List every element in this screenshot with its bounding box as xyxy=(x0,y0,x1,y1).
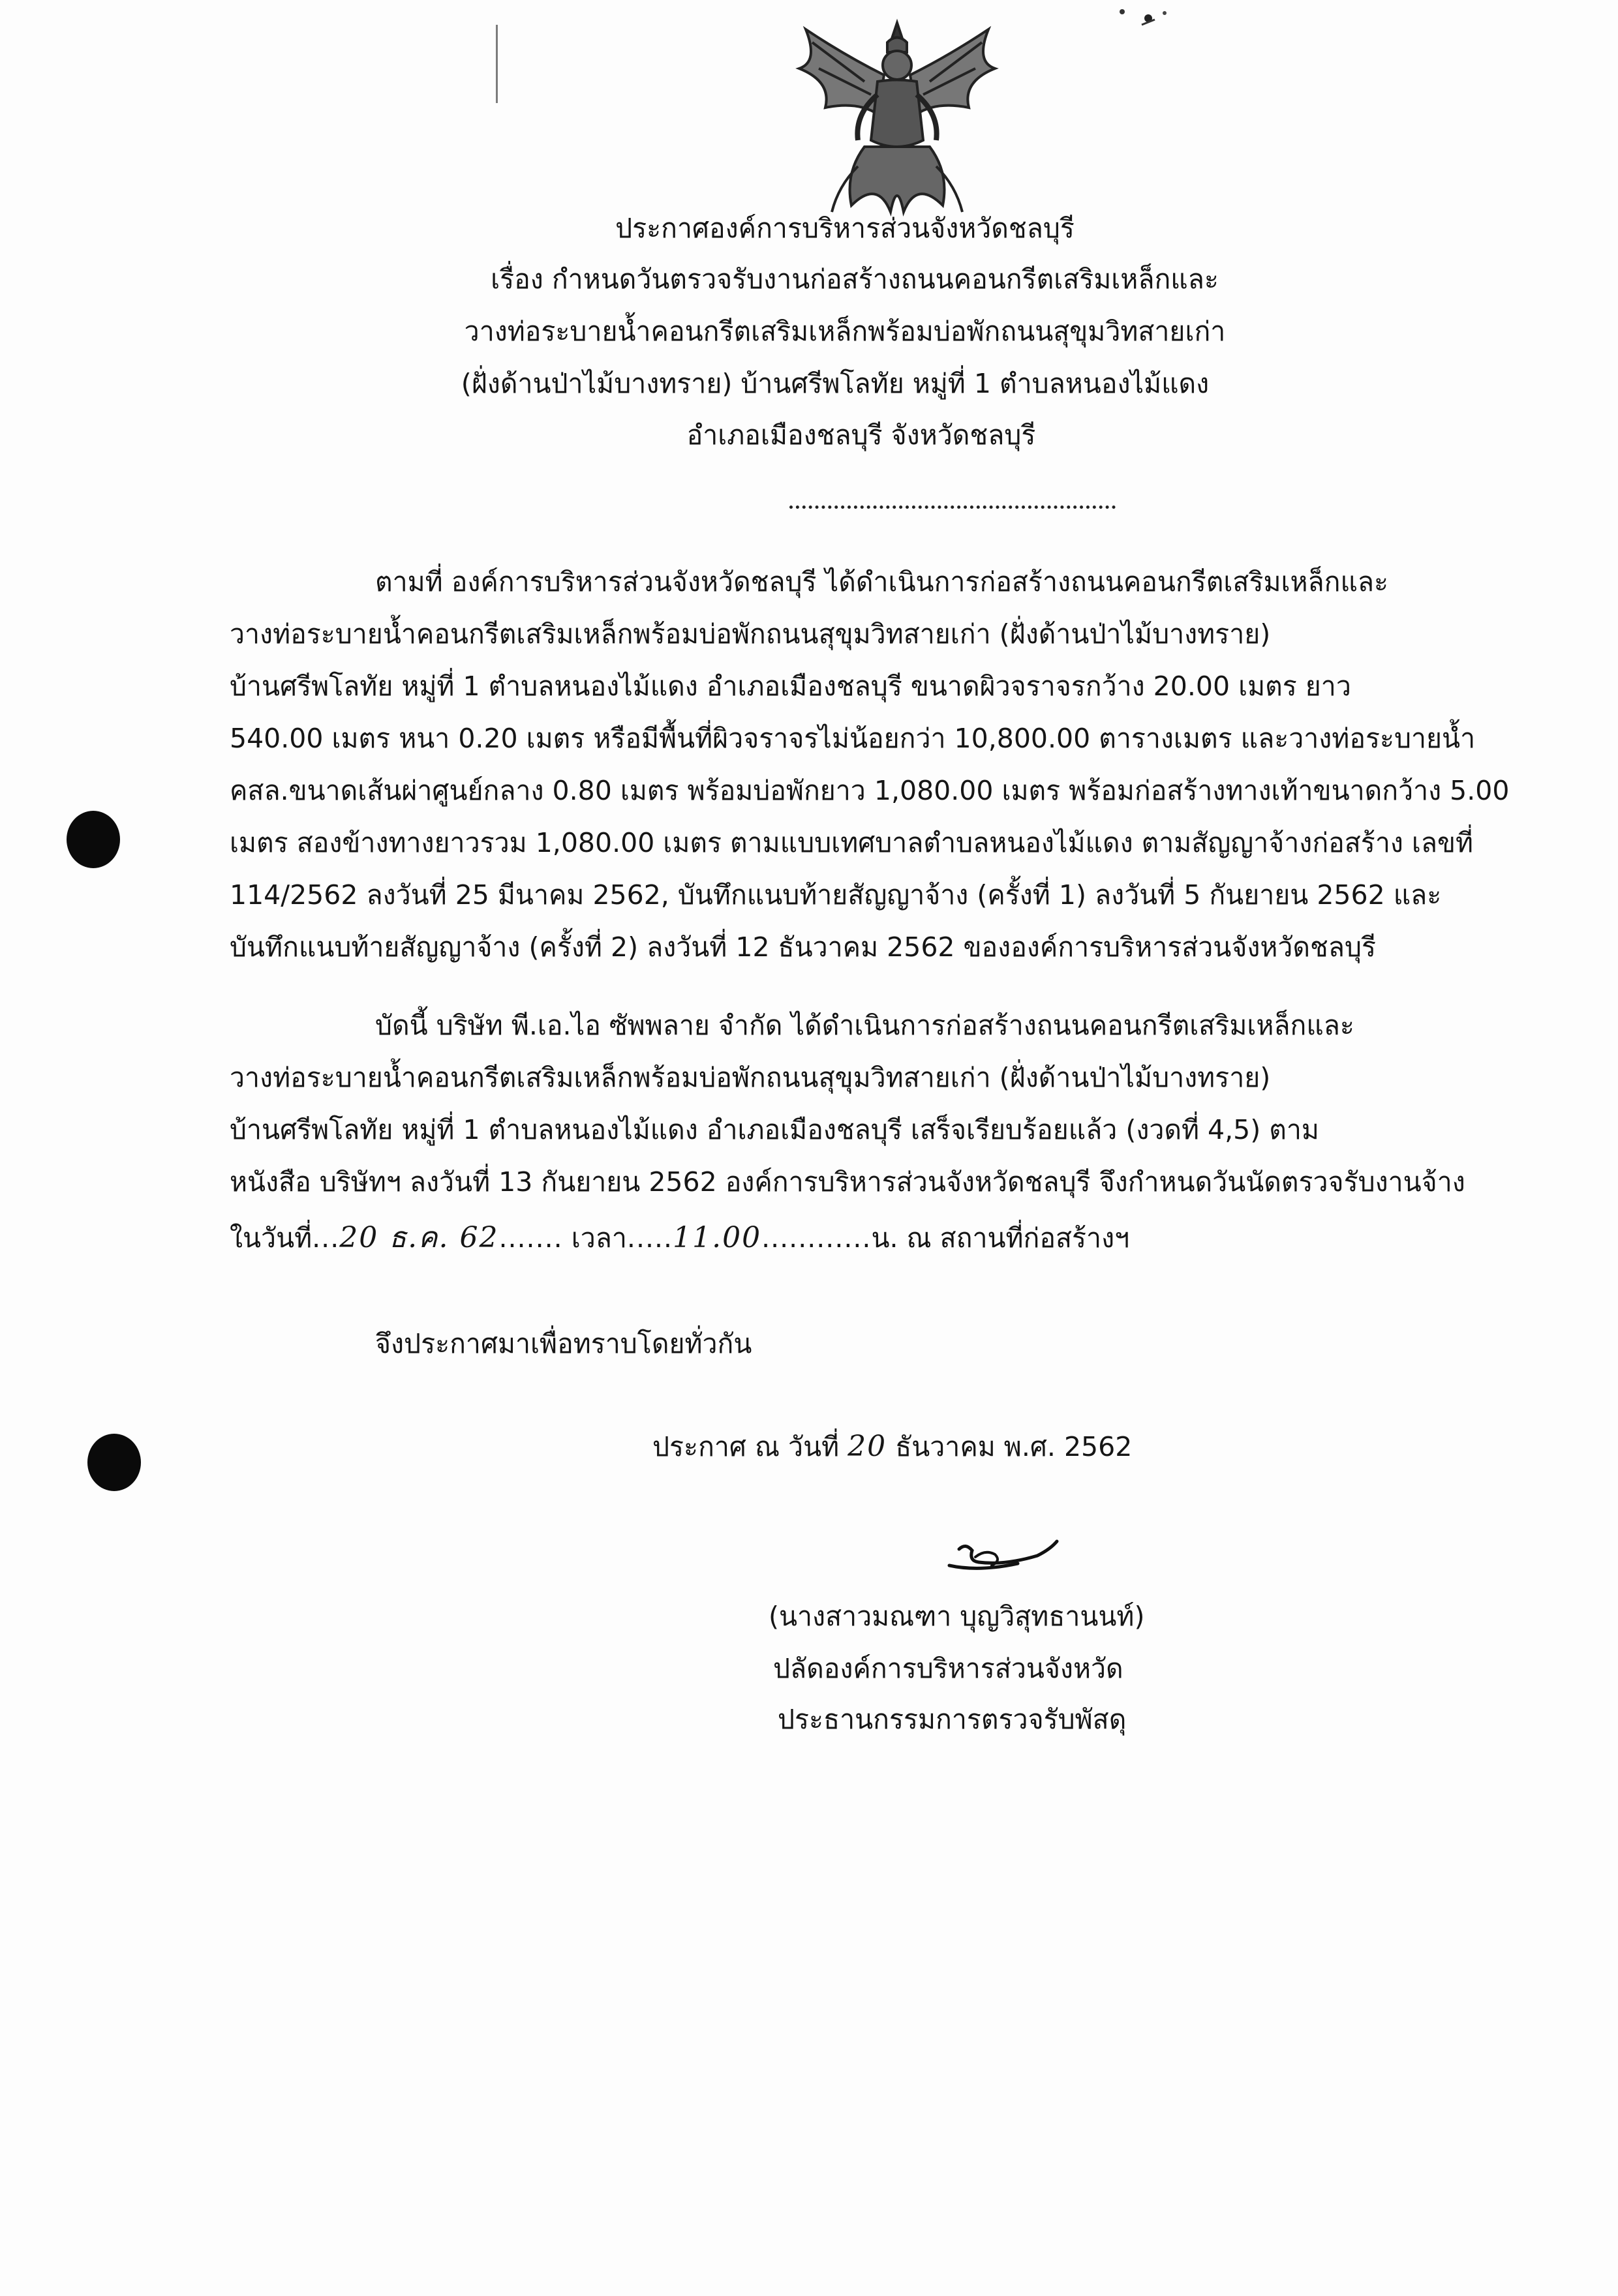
dotted-fill: ....... xyxy=(498,1222,563,1254)
punch-hole xyxy=(67,811,120,868)
paragraph-line: 540.00 เมตร หนา 0.20 เมตร หรือมีพื้นที่ผิวจราจรไม่น้อยกว่า 10,800.00 ตารางเมตร และวางท่อระบายน้ำ xyxy=(230,723,1476,754)
handwritten-signature-icon xyxy=(939,1530,1070,1582)
paragraph-line: หนังสือ บริษัทฯ ลงวันที่ 13 กันยายน 2562 องค์การบริหารส่วนจังหวัดชลบุรี จึงกำหนดวันนัดตรวจรับงานจ้าง xyxy=(230,1166,1465,1198)
paragraph-line: คสล.ขนาดเส้นผ่าศูนย์กลาง 0.80 เมตร พร้อมบ่อพักยาว 1,080.00 เมตร พร้อมก่อสร้างทางเท้าขนาดกว้าง 5.00 xyxy=(230,775,1510,806)
dotted-fill: ... xyxy=(312,1222,340,1254)
paragraph-line: 114/2562 ลงวันที่ 25 มีนาคม 2562, บันทึกแนบท้ายสัญญาจ้าง (ครั้งที่ 1) ลงวันที่ 5 กันยายน 2562 และ xyxy=(230,879,1442,911)
paragraph-line: วางท่อระบายน้ำคอนกรีตเสริมเหล็กพร้อมบ่อพักถนนสุขุมวิทสายเก่า (ฝั่งด้านป่าไม้บางทราย) xyxy=(230,618,1271,650)
paragraph-line: วางท่อระบายน้ำคอนกรีตเสริมเหล็กพร้อมบ่อพักถนนสุขุมวิทสายเก่า (ฝั่งด้านป่าไม้บางทราย) xyxy=(230,1062,1271,1093)
inspection-date-handwritten: 20 ธ.ค. 62 xyxy=(339,1221,499,1254)
announcement-date xyxy=(652,1427,1132,1466)
announce-day-handwritten: 20 xyxy=(847,1430,887,1463)
inspection-time-label: เวลา xyxy=(571,1222,627,1254)
subject-line-3: (ฝั่งด้านป่าไม้บางทราย) บ้านศรีพโลทัย หมู่ที่ 1 ตำบลหนองไม้แดง xyxy=(461,368,1210,399)
announcement-title: ประกาศองค์การบริหารส่วนจังหวัดชลบุรี xyxy=(615,213,1075,244)
closing-statement: จึงประกาศมาเพื่อทราบโดยทั่วกัน xyxy=(375,1328,752,1359)
subject-line-1: เรื่อง กำหนดวันตรวจรับงานก่อสร้างถนนคอนกรีตเสริมเหล็กและ xyxy=(491,264,1219,295)
paragraph-line: ตามที่ องค์การบริหารส่วนจังหวัดชลบุรี ได้ดำเนินการก่อสร้างถนนคอนกรีตเสริมเหล็กและ xyxy=(375,566,1389,597)
inspection-time-handwritten: 11.00 xyxy=(673,1221,762,1254)
paragraph-line: บ้านศรีพโลทัย หมู่ที่ 1 ตำบลหนองไม้แดง อำเภอเมืองชลบุรี ขนาดผิวจราจรกว้าง 20.00 เมตร ยาว xyxy=(230,671,1351,702)
garuda-emblem-icon xyxy=(780,16,1015,219)
inspection-schedule-line xyxy=(230,1218,1129,1258)
paragraph-line: บ้านศรีพโลทัย หมู่ที่ 1 ตำบลหนองไม้แดง อำเภอเมืองชลบุรี เสร็จเรียบร้อยแล้ว (งวดที่ 4,5) ตาม xyxy=(230,1114,1319,1145)
announce-date-prefix: ประกาศ ณ วันที่ xyxy=(652,1431,840,1462)
signer-position: ปลัดองค์การบริหารส่วนจังหวัด xyxy=(773,1653,1123,1684)
scan-artifact xyxy=(496,25,498,103)
header-divider xyxy=(789,506,1116,509)
announce-date-suffix: ธันวาคม พ.ศ. 2562 xyxy=(895,1431,1133,1462)
subject-line-4: อำเภอเมืองชลบุรี จังหวัดชลบุรี xyxy=(686,419,1036,451)
punch-hole xyxy=(87,1434,141,1491)
paragraph-line: เมตร สองข้างทางยาวรวม 1,080.00 เมตร ตามแบบเทศบาลตำบลหนองไม้แดง ตามสัญญาจ้างก่อสร้าง เลขที่ xyxy=(230,827,1474,858)
subject-line-2: วางท่อระบายน้ำคอนกรีตเสริมเหล็กพร้อมบ่อพักถนนสุขุมวิทสายเก่า xyxy=(464,316,1226,347)
inspection-date-prefix: ในวันที่ xyxy=(230,1222,313,1254)
paragraph-line: บัดนี้ บริษัท พี.เอ.ไอ ซัพพลาย จำกัด ได้ดำเนินการก่อสร้างถนนคอนกรีตเสริมเหล็กและ xyxy=(375,1010,1354,1041)
dotted-fill: ............ xyxy=(761,1222,872,1254)
signer-role: ประธานกรรมการตรวจรับพัสดุ xyxy=(778,1704,1127,1735)
paragraph-line: บันทึกแนบท้ายสัญญาจ้าง (ครั้งที่ 2) ลงวันที่ 12 ธันวาคม 2562 ขององค์การบริหารส่วนจังหวัดชลบุรี xyxy=(230,931,1377,963)
dotted-fill: ..... xyxy=(626,1222,673,1254)
inspection-location: น. ณ สถานที่ก่อสร้างฯ xyxy=(871,1222,1130,1254)
signer-name: (นางสาวมณฑา บุญวิสุทธานนท์) xyxy=(769,1601,1145,1632)
scan-speck xyxy=(1109,5,1187,31)
